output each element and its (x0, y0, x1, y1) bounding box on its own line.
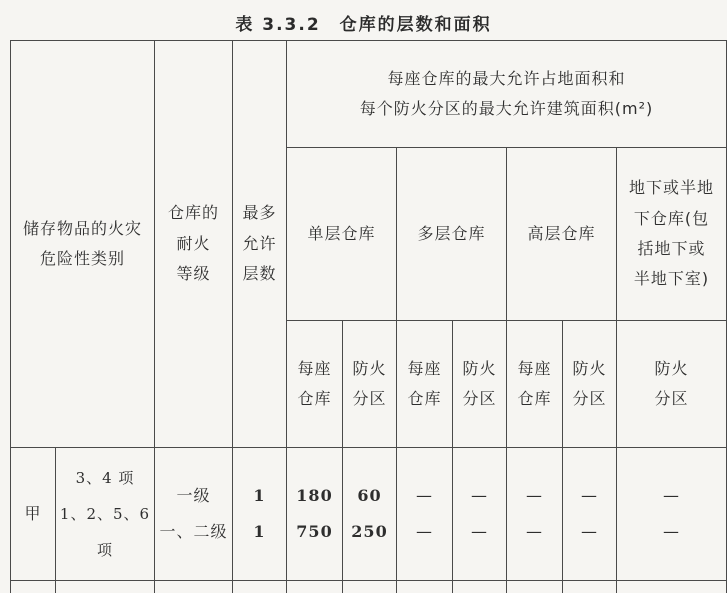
item-row-2: 1、2、5、6 项 (56, 496, 154, 568)
label-per-line-1: 每座 (507, 354, 562, 384)
next-row-stub (233, 581, 287, 593)
item-row-1: 3、4 项 (56, 460, 154, 496)
dash: — (563, 514, 616, 550)
warehouse-area-table (10, 40, 727, 593)
header-underground-line-4: 半地下室) (617, 264, 726, 294)
items-cell (56, 448, 155, 581)
header-single-fire-zone (343, 321, 397, 448)
label-zone-line-1: 防火 (563, 354, 616, 384)
header-high-fire-zone (563, 321, 617, 448)
header-category-line-1: 储存物品的火灾 (11, 214, 154, 244)
next-row-stub (507, 581, 563, 593)
label-zone-line-1: 防火 (617, 354, 726, 384)
dash: — (617, 478, 726, 514)
dash: — (507, 478, 562, 514)
header-rating-line-1: 仓库的 (155, 198, 232, 228)
header-multi-fire-zone (453, 321, 507, 448)
header-area-group (287, 41, 727, 148)
label-per-line-2: 仓库 (397, 384, 452, 414)
header-floors-line-3: 层数 (233, 259, 286, 289)
multi-zone-cell (453, 448, 507, 581)
label-zone-line-1: 防火 (453, 354, 506, 384)
dash: — (397, 514, 452, 550)
dash: — (397, 478, 452, 514)
label-per-line-2: 仓库 (507, 384, 562, 414)
label-per-line-1: 每座 (397, 354, 452, 384)
header-area-line-2: 每个防火分区的最大允许建筑面积(m²) (287, 94, 726, 124)
header-multi-storey: 多层仓库 (397, 148, 507, 321)
header-single-storey: 单层仓库 (287, 148, 397, 321)
single-zone-cell (343, 448, 397, 581)
header-rating-line-3: 等级 (155, 259, 232, 289)
single-per-cell (287, 448, 343, 581)
dash: — (453, 514, 506, 550)
multi-per-cell (397, 448, 453, 581)
header-high-rise: 高层仓库 (507, 148, 617, 321)
dash: — (563, 478, 616, 514)
next-row-stub (397, 581, 453, 593)
next-row-stub (453, 581, 507, 593)
floors-row-2: 1 (233, 514, 286, 550)
header-floors-line-1: 最多 (233, 198, 286, 228)
dash: — (507, 514, 562, 550)
header-underground (617, 148, 727, 321)
dash: — (453, 478, 506, 514)
dash: — (617, 514, 726, 550)
header-underground-fire-zone (617, 321, 727, 448)
rating-row-1: 一级 (155, 478, 232, 514)
next-row-stub (155, 581, 233, 593)
rating-cell (155, 448, 233, 581)
floors-cell (233, 448, 287, 581)
header-max-floors (233, 41, 287, 448)
header-underground-line-2: 下仓库(包 (617, 204, 726, 234)
header-multi-per-warehouse (397, 321, 453, 448)
table-title: 表 3.3.2 仓库的层数和面积 (0, 10, 727, 35)
single-per-row-1: 180 (287, 478, 342, 514)
header-area-line-1: 每座仓库的最大允许占地面积和 (287, 64, 726, 94)
next-row-stub (563, 581, 617, 593)
header-category (11, 41, 155, 448)
single-zone-row-2: 250 (343, 514, 396, 550)
single-per-row-2: 750 (287, 514, 342, 550)
single-zone-row-1: 60 (343, 478, 396, 514)
label-zone-line-2: 分区 (563, 384, 616, 414)
header-high-per-warehouse (507, 321, 563, 448)
next-row-stub (343, 581, 397, 593)
rating-row-2: 一、二级 (155, 514, 232, 550)
next-row-stub (56, 581, 155, 593)
header-category-line-2: 危险性类别 (11, 244, 154, 274)
next-row-stub (287, 581, 343, 593)
label-per-line-1: 每座 (287, 354, 342, 384)
category-cell: 甲 (11, 448, 56, 581)
header-rating-line-2: 耐火 (155, 229, 232, 259)
label-zone-line-2: 分区 (453, 384, 506, 414)
header-underground-line-3: 括地下或 (617, 234, 726, 264)
high-per-cell (507, 448, 563, 581)
next-row-stub (617, 581, 727, 593)
header-fire-rating (155, 41, 233, 448)
label-zone-line-1: 防火 (343, 354, 396, 384)
header-single-per-warehouse (287, 321, 343, 448)
label-per-line-2: 仓库 (287, 384, 342, 414)
next-row-stub (11, 581, 56, 593)
high-zone-cell (563, 448, 617, 581)
underground-zone-cell (617, 448, 727, 581)
header-underground-line-1: 地下或半地 (617, 173, 726, 203)
floors-row-1: 1 (233, 478, 286, 514)
label-zone-line-2: 分区 (617, 384, 726, 414)
label-zone-line-2: 分区 (343, 384, 396, 414)
header-floors-line-2: 允许 (233, 229, 286, 259)
